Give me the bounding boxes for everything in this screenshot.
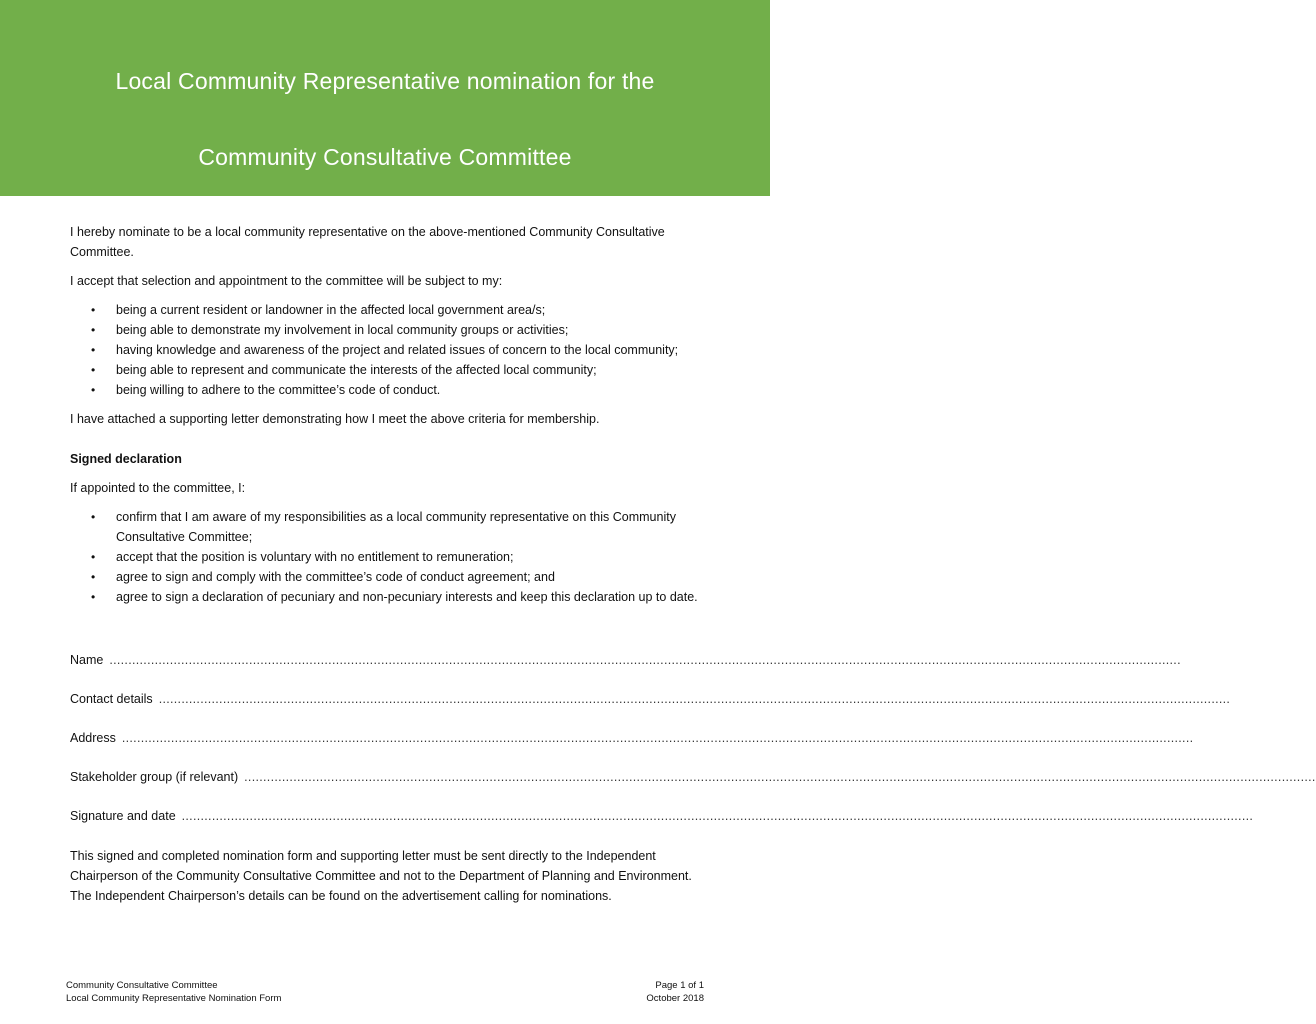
bullet-icon: • <box>91 550 96 564</box>
name-fill-line[interactable]: ............................................................................................................................................................................................................................................................................................ <box>109 653 1181 667</box>
list-item: • being willing to adhere to the committee’s code of conduct. <box>70 380 702 400</box>
address-label: Address <box>70 731 116 745</box>
page-title-line-2: Community Consultative Committee <box>198 144 572 170</box>
submission-instructions: This signed and completed nomination form and supporting letter must be sent directly to the Independent Chairperson of the Community Consultative Committee and not to the Department of Planning and Environment. The Independent Chairperson’s details can be found on the advertisement calling for nominations. <box>70 849 692 903</box>
contact-details-fill-line[interactable]: ............................................................................................................................................................................................................................................................................................ <box>158 692 1231 706</box>
signature-date-label: Signature and date <box>70 809 176 823</box>
stakeholder-group-fill-line[interactable]: ............................................................................................................................................................................................................................................................................................ <box>244 770 1316 784</box>
list-item: • being able to represent and communicate the interests of the affected local community; <box>70 360 702 380</box>
footer-date: October 2018 <box>646 992 704 1004</box>
stakeholder-group-label: Stakeholder group (if relevant) <box>70 770 239 784</box>
form-body <box>70 222 702 616</box>
signature-date-field[interactable] <box>70 808 1254 824</box>
footer-committee-name: Community Consultative Committee <box>66 980 218 991</box>
bullet-icon: • <box>91 590 96 604</box>
bullet-icon: • <box>91 303 96 317</box>
footer-right <box>646 980 704 1005</box>
address-fill-line[interactable]: ............................................................................................................................................................................................................................................................................................ <box>121 731 1194 745</box>
acceptance-statement: I accept that selection and appointment to the committee will be subject to my: <box>70 274 503 288</box>
bullet-icon: • <box>91 383 96 397</box>
list-item: • agree to sign a declaration of pecuniary and non-pecuniary interests and keep this declaration up to date. <box>70 587 702 607</box>
title-banner <box>0 0 770 196</box>
list-item: • being able to demonstrate my involvement in local community groups or activities; <box>70 320 702 340</box>
list-item: • agree to sign and comply with the committee’s code of conduct agreement; and <box>70 567 702 587</box>
declaration-heading: Signed declaration <box>70 452 182 466</box>
bullet-icon: • <box>91 323 96 337</box>
attached-letter-statement: I have attached a supporting letter demonstrating how I meet the above criteria for membership. <box>70 412 600 426</box>
bullet-icon: • <box>91 570 96 584</box>
page-title-line-1: Local Community Representative nomination for the <box>115 68 655 94</box>
nomination-statement: I hereby nominate to be a local community representative on the above-mentioned Community Consultative Committee. <box>70 225 665 259</box>
signature-date-fill-line[interactable]: ............................................................................................................................................................................................................................................................................................ <box>181 809 1254 823</box>
bullet-icon: • <box>91 510 96 524</box>
address-field[interactable] <box>70 730 1194 746</box>
name-label: Name <box>70 653 104 667</box>
list-item: • being a current resident or landowner in the affected local government area/s; <box>70 300 702 320</box>
page-number: Page 1 of 1 <box>655 980 704 991</box>
stakeholder-group-field[interactable] <box>70 769 1316 785</box>
declaration-intro: If appointed to the committee, I: <box>70 481 246 495</box>
bullet-icon: • <box>91 363 96 377</box>
bullet-icon: • <box>91 343 96 357</box>
footer-form-name: Local Community Representative Nomination Form <box>66 992 282 1004</box>
contact-details-field[interactable] <box>70 691 1231 707</box>
name-field[interactable] <box>70 652 1181 668</box>
list-item: • having knowledge and awareness of the project and related issues of concern to the local community; <box>70 340 702 360</box>
contact-details-label: Contact details <box>70 692 153 706</box>
declaration-list <box>70 507 702 607</box>
list-item: • accept that the position is voluntary with no entitlement to remuneration; <box>70 547 702 567</box>
criteria-list <box>70 300 702 400</box>
list-item: • confirm that I am aware of my responsibilities as a local community representative on this Community Consultative Committee; <box>70 507 702 547</box>
footer-left <box>66 980 281 1005</box>
